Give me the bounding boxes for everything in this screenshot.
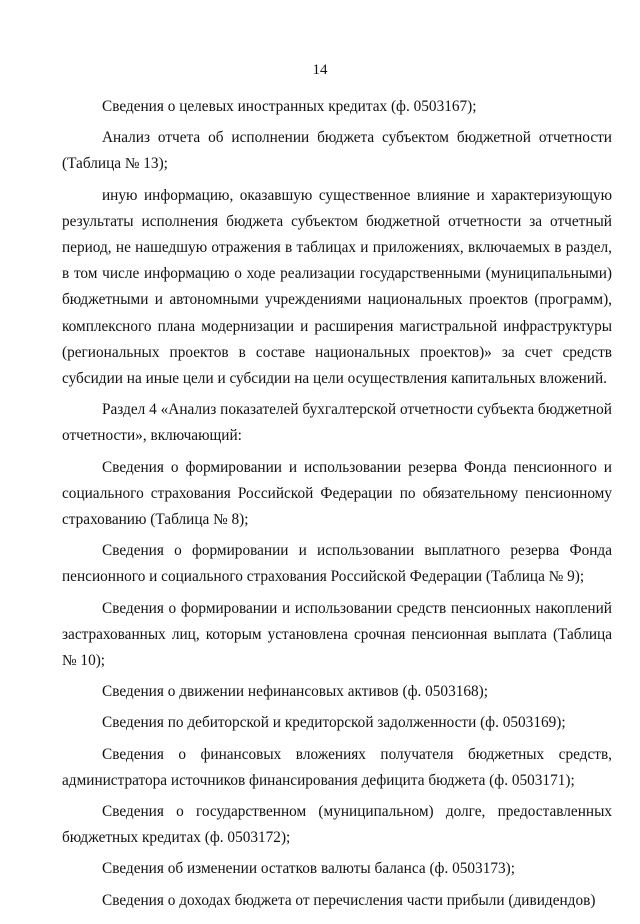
paragraph: Сведения о целевых иностранных кредитах (ф. 0503167); bbox=[102, 98, 477, 115]
paragraph: Сведения по дебиторской и кредиторской задолженности (ф. 0503169); bbox=[102, 714, 566, 732]
paragraph: Сведения о формировании и использовании средств пенсионных накоплений застрахованных лиц, которым установлена срочная пенсионная выплата (Таблица № 10); bbox=[62, 599, 612, 670]
paragraph: Раздел 4 «Анализ показателей бухгалтерской отчетности субъекта бюджетной отчетности», включающий: bbox=[62, 401, 612, 445]
document-body bbox=[62, 94, 612, 914]
paragraph: Анализ отчета об исполнении бюджета субъектом бюджетной отчетности (Таблица № 13); bbox=[62, 129, 612, 173]
page-number: 14 bbox=[312, 62, 328, 78]
paragraph: Сведения о финансовых вложениях получателя бюджетных средств, администратора источников финансирования дефицита бюджета (ф. 0503171); bbox=[62, 745, 612, 789]
paragraph: Сведения о формировании и использовании резерва Фонда пенсионного и социального страхования Российской Федерации по обязательному пенсионному страхованию (Таблица № 8); bbox=[62, 458, 612, 529]
paragraph: Сведения о доходах бюджета от перечисления части прибыли (дивидендов) bbox=[102, 891, 596, 909]
paragraph: Сведения о движении нефинансовых активов (ф. 0503168); bbox=[102, 683, 489, 701]
paragraph: Сведения об изменении остатков валюты баланса (ф. 0503173); bbox=[102, 860, 515, 878]
paragraph: иную информацию, оказавшую существенное влияние и характеризующую результаты исполнения бюджета субъектом бюджетной отчетности за отчетный период, не нашедшую отражения в таблицах и приложениях, включаемых в раздел, в том числе информацию о ходе реализации государственными (муниципальными) бюджетными и автономными учреждениями национальных проектов (программ), комплексного плана модернизации и расширения магистральной инфраструктуры (региональных проектов в составе национальных проектов)» за счет средств субсидии на иные цели и субсидии на цели осуществления капитальных вложений. bbox=[62, 186, 612, 388]
paragraph: Сведения о государственном (муниципальном) долге, предоставленных бюджетных кредитах (ф. 0503172); bbox=[62, 803, 612, 847]
paragraph: Сведения о формировании и использовании выплатного резерва Фонда пенсионного и социального страхования Российской Федерации (Таблица № 9); bbox=[62, 542, 612, 586]
